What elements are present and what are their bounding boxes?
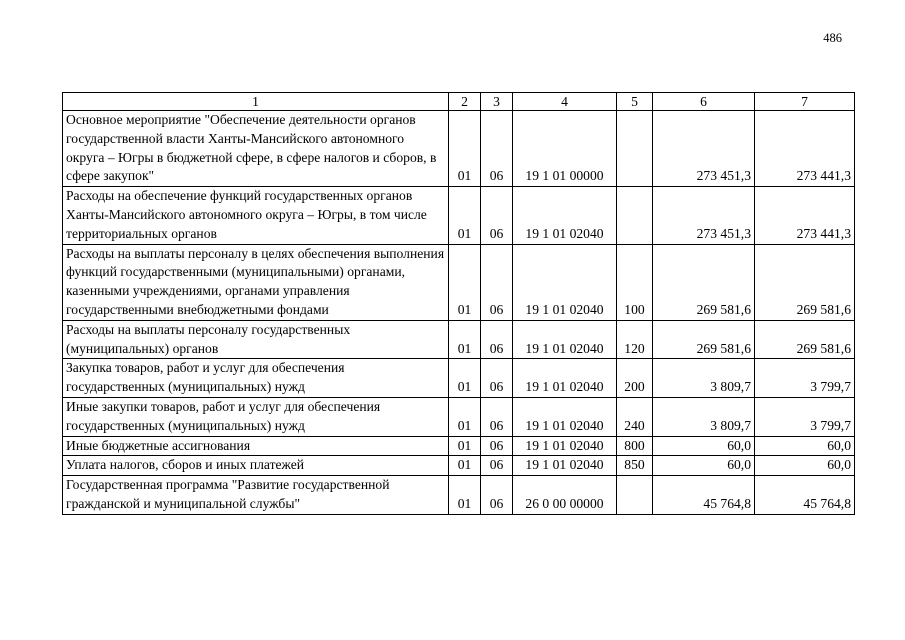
- cell-amount-1: 60,0: [653, 436, 755, 456]
- cell-name: Иные закупки товаров, работ и услуг для обеспечения государственных (муниципальных) нужд: [63, 397, 449, 436]
- header-col-2: 2: [449, 93, 481, 111]
- cell-section: 01: [449, 359, 481, 398]
- cell-subsection: 06: [481, 476, 513, 515]
- cell-amount-1: 269 581,6: [653, 244, 755, 320]
- cell-subsection: 06: [481, 359, 513, 398]
- cell-target-article: 19 1 01 02040: [513, 436, 617, 456]
- table-row: [63, 397, 855, 436]
- cell-amount-1: 269 581,6: [653, 320, 755, 359]
- cell-target-article: 19 1 01 02040: [513, 359, 617, 398]
- cell-section: 01: [449, 456, 481, 476]
- cell-amount-2: 60,0: [755, 436, 855, 456]
- cell-name: Уплата налогов, сборов и иных платежей: [63, 456, 449, 476]
- cell-section: 01: [449, 320, 481, 359]
- table-row: [63, 244, 855, 320]
- cell-target-article: 26 0 00 00000: [513, 476, 617, 515]
- cell-subsection: 06: [481, 320, 513, 359]
- table-row: [63, 359, 855, 398]
- cell-expense-type: [617, 111, 653, 187]
- cell-target-article: 19 1 01 02040: [513, 456, 617, 476]
- table-row: [63, 476, 855, 515]
- cell-target-article: 19 1 01 02040: [513, 320, 617, 359]
- cell-amount-2: 3 799,7: [755, 359, 855, 398]
- cell-amount-2: 3 799,7: [755, 397, 855, 436]
- cell-subsection: 06: [481, 397, 513, 436]
- cell-section: 01: [449, 436, 481, 456]
- cell-subsection: 06: [481, 111, 513, 187]
- cell-target-article: 19 1 01 02040: [513, 187, 617, 244]
- cell-amount-1: 273 451,3: [653, 187, 755, 244]
- cell-amount-1: 60,0: [653, 456, 755, 476]
- header-col-4: 4: [513, 93, 617, 111]
- cell-name: Закупка товаров, работ и услуг для обеспечения государственных (муниципальных) нужд: [63, 359, 449, 398]
- cell-target-article: 19 1 01 02040: [513, 244, 617, 320]
- page-number: 486: [823, 31, 842, 45]
- header-col-7: 7: [755, 93, 855, 111]
- table-row: [63, 456, 855, 476]
- cell-expense-type: 100: [617, 244, 653, 320]
- cell-expense-type: [617, 476, 653, 515]
- cell-expense-type: [617, 187, 653, 244]
- cell-amount-1: 3 809,7: [653, 359, 755, 398]
- cell-amount-1: 45 764,8: [653, 476, 755, 515]
- cell-name: Основное мероприятие "Обеспечение деятельности органов государственной власти Ханты-Мансийского автономного округа – Югры в бюджетной сфере, в сфере налогов и сборов, в сфере закупок": [63, 111, 449, 187]
- cell-amount-1: 273 451,3: [653, 111, 755, 187]
- cell-subsection: 06: [481, 456, 513, 476]
- header-row: [63, 93, 855, 111]
- cell-subsection: 06: [481, 244, 513, 320]
- cell-name: Расходы на обеспечение функций государственных органов Ханты-Мансийского автономного округа – Югры, в том числе территориальных органов: [63, 187, 449, 244]
- cell-subsection: 06: [481, 187, 513, 244]
- cell-amount-2: 60,0: [755, 456, 855, 476]
- cell-amount-2: 45 764,8: [755, 476, 855, 515]
- table-row: [63, 187, 855, 244]
- cell-name: Расходы на выплаты персоналу государственных (муниципальных) органов: [63, 320, 449, 359]
- table-body: [63, 111, 855, 515]
- header-col-6: 6: [653, 93, 755, 111]
- cell-section: 01: [449, 111, 481, 187]
- cell-name: Государственная программа "Развитие государственной гражданской и муниципальной службы": [63, 476, 449, 515]
- cell-amount-1: 3 809,7: [653, 397, 755, 436]
- cell-amount-2: 269 581,6: [755, 244, 855, 320]
- header-col-3: 3: [481, 93, 513, 111]
- header-col-1: 1: [63, 93, 449, 111]
- cell-name: Расходы на выплаты персоналу в целях обеспечения выполнения функций государственными (муниципальными) органами, казенными учреждениями, органами управления государственными внебюджетными фондами: [63, 244, 449, 320]
- cell-expense-type: 120: [617, 320, 653, 359]
- table-row: [63, 436, 855, 456]
- header-col-5: 5: [617, 93, 653, 111]
- cell-amount-2: 273 441,3: [755, 187, 855, 244]
- cell-amount-2: 269 581,6: [755, 320, 855, 359]
- cell-target-article: 19 1 01 00000: [513, 111, 617, 187]
- table-row: [63, 320, 855, 359]
- cell-section: 01: [449, 187, 481, 244]
- cell-section: 01: [449, 244, 481, 320]
- cell-name: Иные бюджетные ассигнования: [63, 436, 449, 456]
- cell-subsection: 06: [481, 436, 513, 456]
- table-row: [63, 111, 855, 187]
- cell-expense-type: 200: [617, 359, 653, 398]
- table-header: [63, 93, 855, 111]
- cell-section: 01: [449, 397, 481, 436]
- cell-expense-type: 240: [617, 397, 653, 436]
- cell-section: 01: [449, 476, 481, 515]
- cell-expense-type: 850: [617, 456, 653, 476]
- cell-expense-type: 800: [617, 436, 653, 456]
- cell-amount-2: 273 441,3: [755, 111, 855, 187]
- cell-target-article: 19 1 01 02040: [513, 397, 617, 436]
- budget-table: [62, 92, 855, 515]
